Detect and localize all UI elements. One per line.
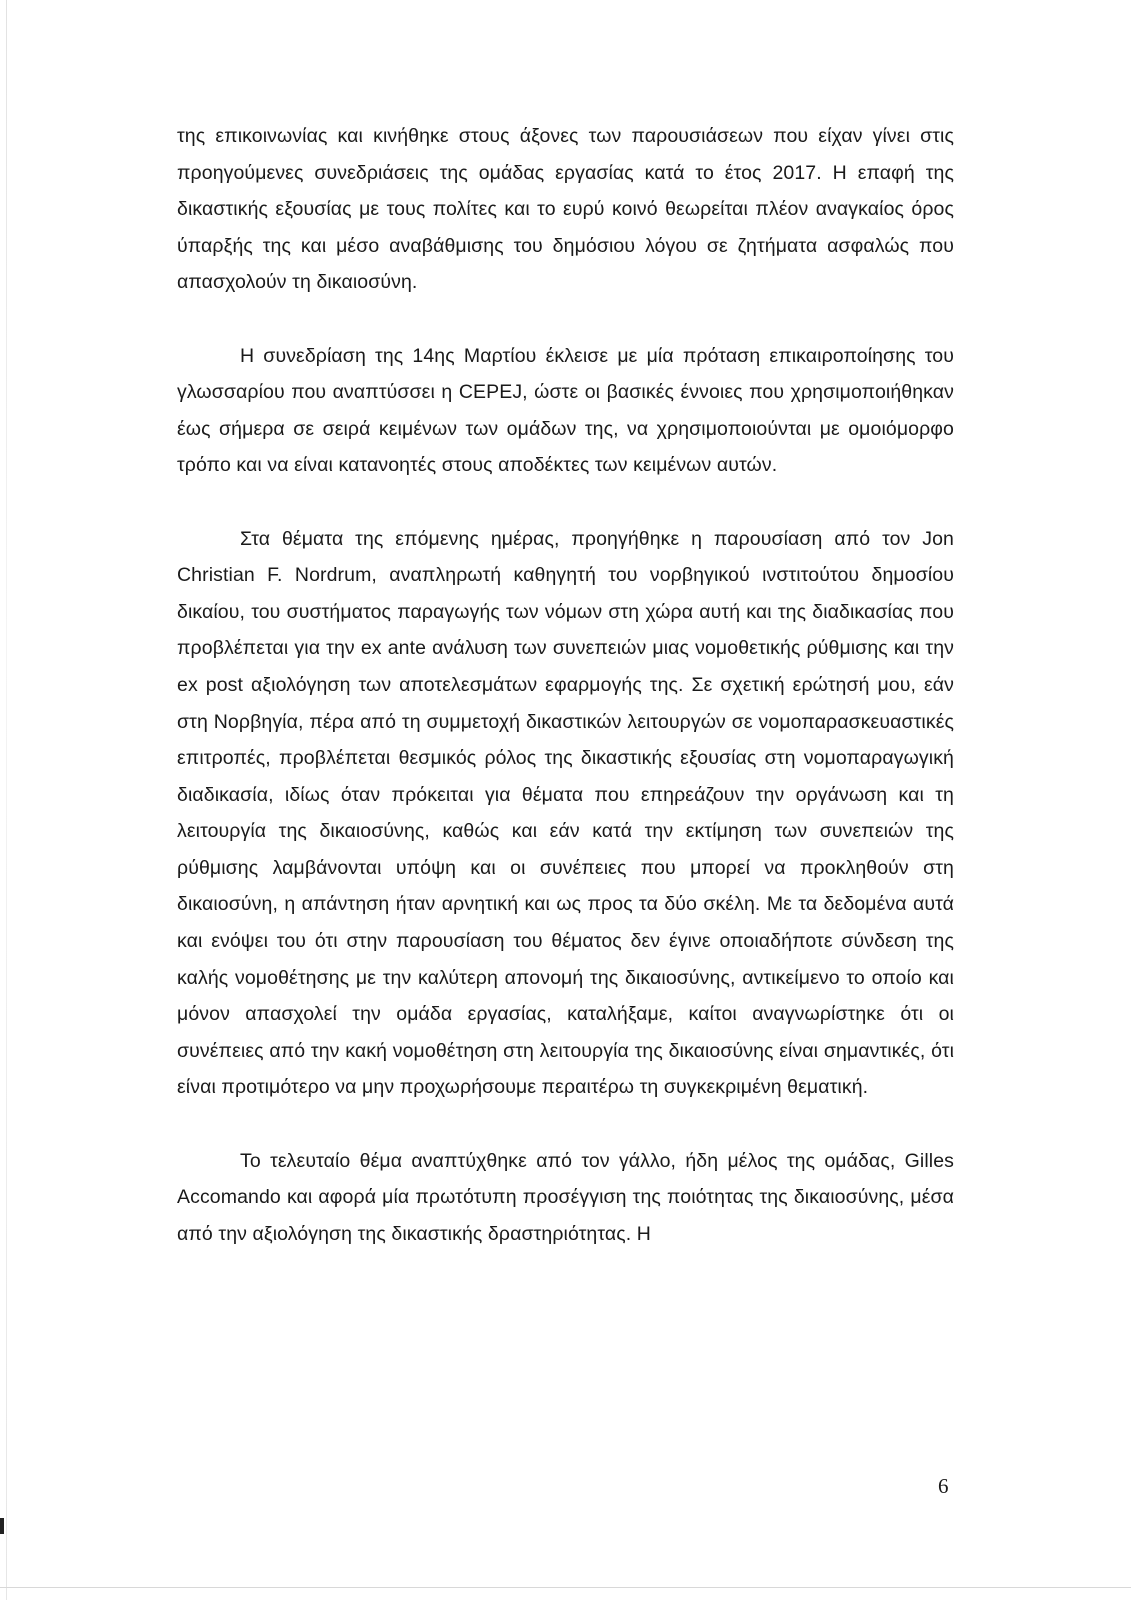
paragraph-glossary: Η συνεδρίαση της 14ης Μαρτίου έκλεισε με μία πρόταση επικαιροποίησης του γλωσσαρίου που αναπτύσσει η CEPEJ, ώστε οι βασικές έννοιες που χρησιμοποιήθηκαν έως σήμερα σε σειρά κειμένων των ομάδων της, να χρησιμοποιούνται με ομοιόμορφο τρόπο και να είναι κατανοητές στους αποδέκτες των κειμένων αυτών. xyxy=(177,344,954,477)
paragraph-continuation: της επικοινωνίας και κινήθηκε στους άξονες των παρουσιάσεων που είχαν γίνει στις προηγούμενες συνεδριάσεις της ομάδας εργασίας κατά το έτος 2017. Η επαφή της δικαστικής εξουσίας με τους πολίτες και το ευρύ κοινό θεωρείται πλέον αναγκαίος όρος ύπαρξής της και μέσο αναβάθμισης του δημόσιου λόγου σε ζητήματα ασφαλώς που απασχολούν τη δικαιοσύνη. xyxy=(177,125,954,294)
paragraph-accomando-presentation: Το τελευταίο θέμα αναπτύχθηκε από τον γάλλο, ήδη μέλος της ομάδας, Gilles Accomando και αφορά μία πρωτότυπη προσέγγιση της ποιότητας της δικαιοσύνης, μέσα από την αξιολόγηση της δικαστικής δραστηριότητας. Η xyxy=(177,1149,954,1245)
paragraph-nordrum-presentation: Στα θέματα της επόμενης ημέρας, προηγήθηκε η παρουσίαση από τον Jon Christian F. Nordrum, αναπληρωτή καθηγητή του νορβηγικού ινστιτούτου δημοσίου δικαίου, του συστήματος παραγωγής των νόμων στη χώρα αυτή και της διαδικασίας που προβλέπεται για την ex ante ανάλυση των συνεπειών μιας νομοθετικής ρύθμισης και την ex post αξιολόγηση των αποτελεσμάτων εφαρμογής της. Σε σχετική ερώτησή μου, εάν στη Νορβηγία, πέρα από τη συμμετοχή δικαστικών λειτουργών σε νομοπαρασκευαστικές επιτροπές, προβλέπεται θεσμικός ρόλος της δικαστικής εξουσίας στη νομοπαραγωγική διαδικασία, ιδίως όταν πρόκειται για θέματα που επηρεάζουν την οργάνωση και τη λειτουργία της δικαιοσύνης, καθώς και εάν κατά την εκτίμηση των συνεπειών της ρύθμισης λαμβάνονται υπόψη και οι συνέπειες που μπορεί να προκληθούν στη δικαιοσύνη, η απάντηση ήταν αρνητική και ως προς τα δύο σκέλη. Με τα δεδομένα αυτά και ενόψει του ότι στην παρουσίαση του θέματος δεν έγινε οποιαδήποτε σύνδεση της καλής νομοθέτησης με την καλύτερη απονομή της δικαιοσύνης, αντικείμενο το οποίο και μόνον απασχολεί την ομάδα εργασίας, καταλήξαμε, καίτοι αναγνωρίστηκε ότι οι συνέπειες από την κακή νομοθέτηση στη λειτουργία της δικαιοσύνης είναι σημαντικές, ότι είναι προτιμότερο να μην προχωρήσουμε περαιτέρω τη συγκεκριμένη θεματική. xyxy=(177,527,954,1099)
page-number: 6 xyxy=(938,1474,949,1498)
scan-edge-left xyxy=(6,0,7,1600)
document-body xyxy=(177,118,954,1252)
scan-edge-bottom xyxy=(0,1587,1131,1588)
scan-mark xyxy=(0,1518,4,1534)
